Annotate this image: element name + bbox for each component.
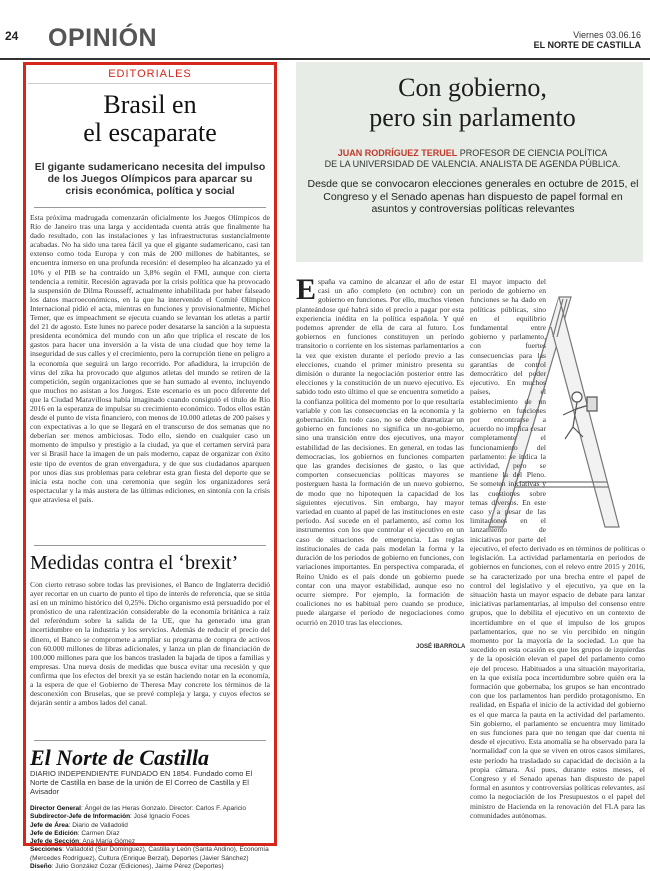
editorial-title bbox=[28, 91, 272, 147]
editorial-title-line1: Brasil en bbox=[103, 90, 197, 119]
article-title-line2: pero sin parlamento bbox=[369, 103, 576, 132]
editorial-body: Esta próxima madrugada comenzarán oficialmente los Juegos Olímpicos de Río de Janeiro tras una larga y accidentada cuenta atrás que finalmente ha dado resultado, con las instalaciones y las infraestructuras sustancialmente acabadas. No ha sido una tarea fácil ya que el gigante sudamericano, casi tan extenso como toda Europa y con más de 200 millones de habitantes, se encuentra inmerso en una profunda recesión: el desempleo ha alcanzado ya el 10% y el PIB se ha contraído un 3,8% según el FMI, aunque con cierta tendencia a remitir. Recesión agravada por la crisis política que ha provocado la suspensión de Dilma Rousseff, actualmente inhabilitada por haber falseado los datos macroeconómicos, en la que ha intervenido el Comité Olímpico Internacional pidió el acta, mientras en funciones y provisionalmente, Michel Temer, que es impeachment se ejecuta cuando se levantan los atletas a partir del 21 de agosto. Este lunes no parece poder desatarse la sanción a la supuesta presidenta económica del mundo con un año que triplica el rescate de los gastos para hacer una inversión a la vista de una ciudad que hoy teme la inseguridad de sus calles y el crecimiento, pero la corrupción tiene en peligro a la economía que seguirá un largo recorrido. Por añadidura, la irrupción de virus del zika ha provocado que algunos atletas del mundo se retiren de la competición, según organizaciones que se han sumado al evento, incluyendo que muchos no asistan a los Juegos. Este escenario es un poco diferente del que la Ciudad Maravillosa había imaginado cuando consiguió el título de Río 2016 en la esperanza de impulsar su crecimiento económico. Todos ellos están desde el punto de vista financiero, con menos de 10.000 atletas de 200 países y con expectativas a lo que se llegará en el transcurso de dos semanas que no deberían ser menos ambiciosas. Todo ello, siendo en cualquier caso un momento de impulso y prestigio a la ciudad, ya que el certamen servirá para ver si Brasil hace la imagen de un país moderno, capaz de organizar con éxito este tipo de eventos de gran envergadura, y de que sus ciudadanos aparquen por unos días sus problemas para celebrar esta gran fiesta del deporte que se inicia esta noche con una ceremonia que según los organizadores será espectacular y la más austera de las últimas ediciones, en sintonía con la crisis que atraviesa el país. bbox=[30, 213, 270, 504]
article-title bbox=[300, 73, 645, 133]
editorial-title-line2: el escaparate bbox=[83, 118, 217, 147]
staff-line: Diseño: Julio González Cozar (Ediciones), Jaime Pérez (Deportes) bbox=[30, 863, 224, 871]
article-column-2-text: El mayor impacto del periodo de gobierno en funciones se ha dado en políticas públicas, sino en el equilibrio fundamental entre gobierno y parlamento, con fuertes consecuencias para las garantías de control democrático del poder ejecutivo. En muchos países, el establecimiento de un gobierno en funciones por encontrarse a acuerdo no implica cesar completamente el funcionamiento del parlamento: se indica la actividad, pero se mantiene la del Pleno. Se someten iniciativas y las cuestiones sobre temas diversos. En este caso y a pesar de las limitaciones en el lanzamiento de iniciativas por parte del ejecutivo, el efecto derivado es en términos de políticas o legislación. La actividad parlamentaria en periodos de gobiernos en funciones, con el relevo entre 2015 y 2016, se ha caracterizado por una brecha entre el papel de control del legislativo y el ejecutivo, ya que en la situación hasta un mayor espacio de debate para lanzar iniciativas parlamentarias, al impulso del consenso entre grupos, que lo debilita el ejecutivo en un contexto de incertidumbre en el que el impulso de los grupos parlamentarios, que no se vio percibido en ningún momento por la mayoría de la sociedad. Lo que ha sucedido en esta ocasión es que los grupos de izquierdas y de la oposición elevan el papel del parlamento como eje del proceso. Habituados a una situación mayoritaria, en la que existía poca incertidumbre sobre quién era la formación que gobernaba, los grupos se han encontrado con que los parlamentos han perdido protagonismo. En realidad, en España el inicio de la actividad del gobierno es el que marca la pauta en la actividad del parlamento. Sin gobierno, el parlamento se encuentra muy limitado en sus funciones para que no tengan que dar cuenta ni desde el ejecutivo. Esta anomalía se ha observado para la 'normalidad' con la que se viven en otros casos similares, este período ha trasladado su capacidad de decisión a la propia cámara. Así pues, durante estos meses, el Congreso y el Senado apenas han dispuesto de papel formal en asuntos y controversias políticas relevantes, así como la negociación de los Presupuestos o el papel del ministro de Hacienda en la renovación del FLA para las comunidades autónomas. bbox=[470, 277, 645, 820]
masthead-subtitle: DIARIO INDEPENDIENTE FUNDADO EN 1854. Fundado como El Norte de Castilla en base de la unión de El Correo de Castilla y El Avisador bbox=[30, 769, 253, 796]
staff-line: Jefe de Área: Diario de Valladolid bbox=[30, 821, 128, 829]
staff-line: Jefe de Edición: Carmen Díaz bbox=[30, 829, 120, 837]
second-editorial-title: Medidas contra el ‘brexit’ bbox=[30, 552, 239, 574]
article-deck: Desde que se convocaron elecciones generales en octubre de 2015, el Congreso y el Senado apenas han dispuesto de papel formal en asuntos y controversias políticas relevantes bbox=[307, 178, 639, 215]
page-header bbox=[0, 0, 650, 62]
editorial-tag: EDITORIALES bbox=[28, 68, 272, 84]
header-date: Viernes 03.06.16 bbox=[573, 30, 641, 40]
article-column-1-text: spaña va camino de alcanzar el año de estar casi un año completo (en octubre) con un gobierno en funciones. Por ello, muchos vienen planteándose qué habrá sido el precio a pagar por esta experiencia inédita en la política española. Y qué podemos aprender de ella de cara al futuro. Los gobiernos en funciones constituyen un período transitorio o corriente en los sistemas parlamentarios a la vez que existen durante el período previo a las elecciones, cuando el primer ministro presenta su dimisión o durante la negociación posterior entre las elecciones y la constitución de un nuevo ejecutivo. Es sabido todo esto último el que se encuentra sometido a la confianza política del momento por lo que resultaría variable y con las consecuencias en la economía y la gobernación. En todo caso, no se debe dramatizar un gobierno en funciones no significa un no-gobierno, sino una transición entre dos ejecutivos, una mayor estabilidad de las decisiones. En general, en todas las democracias, los gobiernos en funciones comparten que las grandes decisiones de gasto, o las que comporten consecuencias políticas mayores se posterguen hasta la formación de un nuevo gobierno, de modo que no hipotequen la capacidad de los siguientes ejecutivos. Sin embargo, hay mayor variedad en cuanto al papel de las instituciones en este período. Así sucede en el parlamento, así como los instrumentos con los que controlar el ejecutivo en un caso de situaciones de emergencia. Las reglas institucionales de cada país modelan la forma y la duración de los periodos de gobierno en funciones, con variaciones importantes. En perspectiva comparada, el Reino Unido es el país donde un gobierno puede contar con una mayor estabilidad, aunque eso no ocurre siempre. Por ejemplo, la formación de coaliciones no es habitual pero cuando se produce, puede alargarse el período de negociaciones como ocurrió en 2010 tras las elecciones. bbox=[296, 277, 464, 627]
article-column-1 bbox=[296, 273, 464, 843]
illustration-credit: JOSÉ IBARROLA bbox=[416, 644, 466, 650]
letter-a-figure-illustration bbox=[549, 277, 645, 541]
page-number: 24 bbox=[5, 29, 19, 43]
article-column-2 bbox=[470, 277, 645, 843]
drop-cap: E bbox=[296, 273, 317, 306]
staff-line: Secciones: Valladolid (Sur Domínguez), Castilla y León (Santa Andino), Economía (Mercedes Rodríguez), Cultura (Enrique Berzal), Deportes (Javier Sánchez) bbox=[30, 846, 269, 862]
section-title: OPINIÓN bbox=[48, 24, 158, 52]
staff-line: Jefe de Sección: Ana María Gómez bbox=[30, 838, 136, 846]
masthead-divider bbox=[34, 740, 266, 741]
second-editorial-body: Con cierto retraso sobre todas las previsiones, el Banco de Inglaterra decidió ayer recortar en un cuarto de punto el tipo de interés de referencia, que se sitúa así en un mínimo histórico del 0,25%. Dicho organismo está persuadido por el pronóstico de una ralentización considerable de la economía británica a raíz del referéndum sobre la salida de la UE, que ha generado una gran incertidumbre en la industria y los servicios. Además de reducir el precio del dinero, el Banco se compromete a ampliar su programa de compra de activos con 60.000 millones de libras adicionales, y lanza un plan de financiación de 100.000 millones para que los bancos trasladen la bajada de tipos a familias y empresas. Una nueva dosis de medidas que busca evitar una recesión y que confirma que los efectos del brexit ya se están haciendo notar en la economía, a la espera de que el Gobierno de Theresa May concrete los términos de la desconexión con Bruselas, que se prevé compleja y larga, y cuyos efectos se dejarán sentir a ambos lados del canal. bbox=[30, 580, 270, 708]
staff-list bbox=[30, 805, 270, 871]
masthead-logo: El Norte de Castilla bbox=[30, 745, 210, 770]
article-title-line1: Con gobierno, bbox=[398, 73, 547, 102]
staff-line: Subdirector-Jefe de Información: José Ignacio Foces bbox=[30, 813, 190, 821]
editorial-divider bbox=[34, 207, 266, 208]
editorial-deck: El gigante sudamericano necesita del impulso de los Juegos Olímpicos para aparcar su crisis económica, política y social bbox=[34, 161, 266, 197]
editorial-box bbox=[23, 62, 277, 871]
author-role-line2: DE LA UNIVERSIDAD DE VALENCIA. ANALISTA DE AGENDA PÚBLICA. bbox=[324, 159, 621, 169]
header-rule bbox=[0, 58, 650, 60]
author-role-line1: PROFESOR DE CIENCIA POLÍTICA bbox=[459, 148, 608, 158]
author-name: JUAN RODRÍGUEZ TERUEL bbox=[337, 148, 458, 158]
header-brand: EL NORTE DE CASTILLA bbox=[533, 40, 641, 50]
staff-line: Director General: Ángel de las Heras Gonzalo. Director: Carlos F. Aparicio bbox=[30, 805, 247, 812]
editorial-divider-2 bbox=[34, 545, 266, 546]
article-byline bbox=[300, 148, 645, 170]
